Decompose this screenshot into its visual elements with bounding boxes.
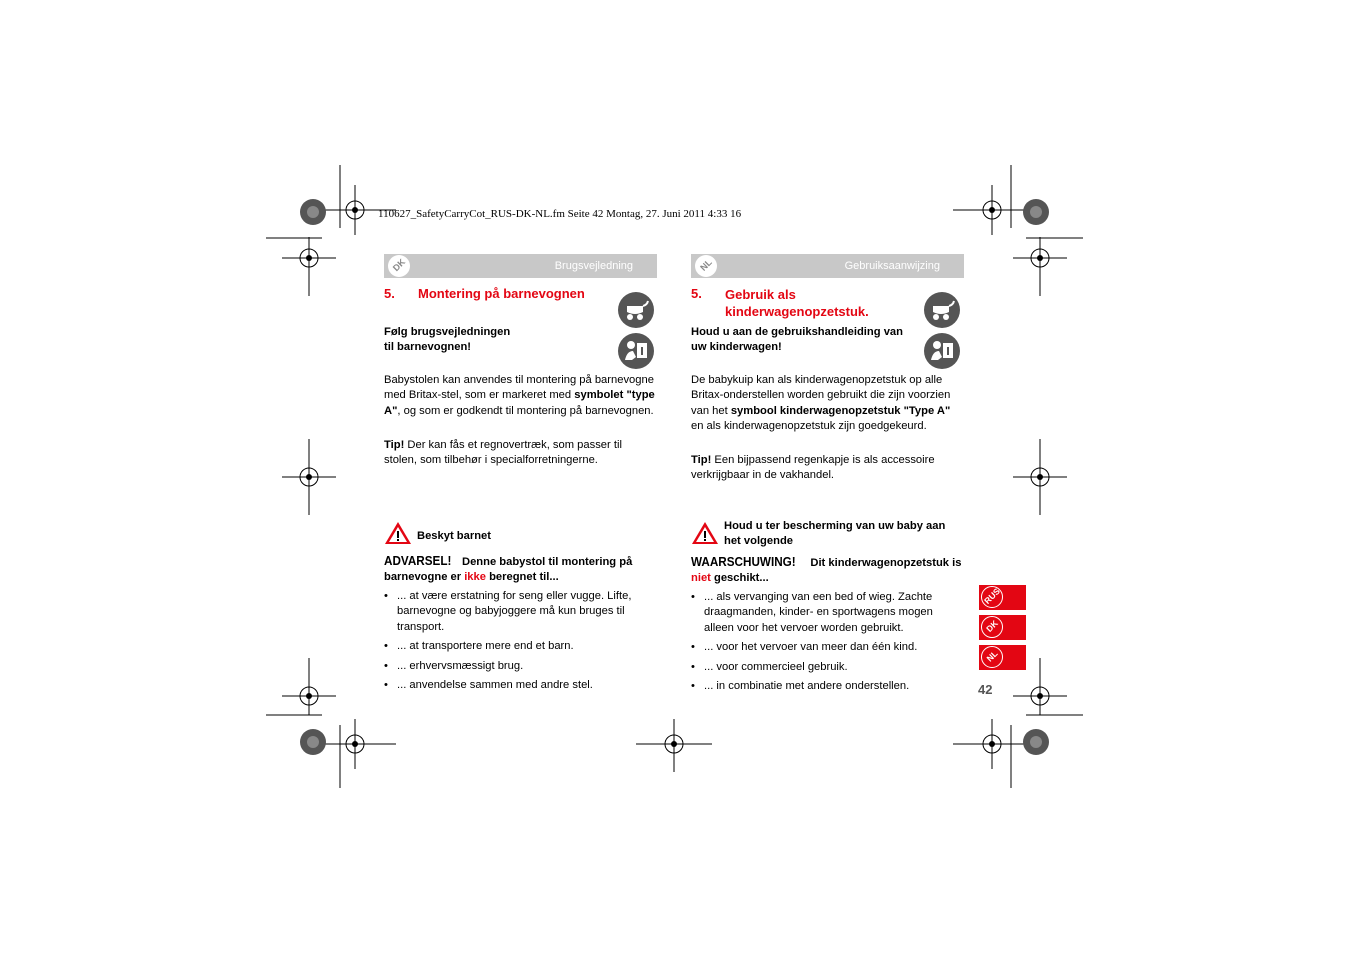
warning-triangle-icon bbox=[691, 521, 719, 545]
left-heading-number: 5. bbox=[384, 286, 395, 301]
left-warning-title: Beskyt barnet bbox=[417, 530, 491, 542]
list-item: • ... voor commercieel gebruik. bbox=[691, 660, 965, 675]
right-tip: Tip! Een bijpassend regenkapje is als accessoire verkrijgbaar in de vakhandel. bbox=[691, 454, 935, 482]
left-header-bar bbox=[384, 254, 657, 278]
left-header-label: Brugsvejledning bbox=[554, 260, 633, 272]
read-manual-icon bbox=[924, 333, 960, 369]
list-item: • ... at være erstatning for seng eller vugge. Lifte, barnevogne og babyjoggere må kun bruges til transport. bbox=[384, 589, 656, 635]
right-heading-number: 5. bbox=[691, 286, 702, 301]
lang-badge-dk: DK bbox=[388, 255, 410, 277]
side-tab-dk: DK bbox=[979, 615, 1026, 640]
list-item: • ... erhvervsmæssigt brug. bbox=[384, 659, 656, 674]
pram-icon bbox=[924, 292, 960, 328]
right-waarschuwing: WAARSCHUWING! Dit kinderwagenopzetstuk is niet geschikt... bbox=[691, 554, 962, 585]
left-tip: Tip! Der kan fås et regnovertræk, som passer til stolen, som tilbehør i specialforretningerne. bbox=[384, 439, 622, 467]
list-item: • ... at transportere mere end et barn. bbox=[384, 639, 656, 654]
left-advarsel: ADVARSEL! Denne babystol til montering på barnevogne er ikke beregnet til... bbox=[384, 553, 633, 584]
right-header-label: Gebruiksaanwijzing bbox=[844, 260, 940, 272]
file-meta-line: 110627_SafetyCarryCot_RUS-DK-NL.fm Seite 42 Montag, 27. Juni 2011 4:33 16 bbox=[378, 208, 742, 220]
right-bullet-list bbox=[691, 590, 965, 698]
left-heading: Montering på barnevognen bbox=[418, 286, 585, 301]
left-bullet-list bbox=[384, 589, 656, 697]
side-tab-nl: NL bbox=[979, 645, 1026, 670]
right-header-bar bbox=[691, 254, 964, 278]
list-item: • ... in combinatie met andere onderstellen. bbox=[691, 679, 965, 694]
pram-icon bbox=[618, 292, 654, 328]
list-item: • ... als vervanging van een bed of wieg. Zachte draagmanden, kinder- en sportwagens mogen alleen voor het vervoer worden gebruikt. bbox=[691, 590, 965, 636]
list-item: • ... voor het vervoer van meer dan één kind. bbox=[691, 640, 965, 655]
list-item: • ... anvendelse sammen med andre stel. bbox=[384, 678, 656, 693]
lang-badge-nl: NL bbox=[695, 255, 717, 277]
left-paragraph: Babystolen kan anvendes til montering på barnevogne med Britax-stel, som er markeret med symbolet "type A", og som er godkendt til montering på barnevognen. bbox=[384, 374, 655, 417]
right-follow-manual: Houd u aan de gebruikshandleiding van uw kinderwagen! bbox=[691, 326, 903, 354]
warning-triangle-icon bbox=[384, 521, 412, 545]
left-follow-manual: Følg brugsvejledningen til barnevognen! bbox=[384, 326, 511, 354]
side-tab-rus: RUS bbox=[979, 585, 1026, 610]
right-paragraph: De babykuip kan als kinderwagenopzetstuk op alle Britax-onderstellen worden gebruikt die zijn voorzien van het symbool kinderwagenopzetstuk "Type A" en als kinderwagenopzetstuk zijn goedgekeurd. bbox=[691, 374, 951, 433]
right-warning-title: Houd u ter bescherming van uw baby aan het volgende bbox=[724, 520, 946, 548]
read-manual-icon bbox=[618, 333, 654, 369]
right-heading: Gebruik als kinderwagenopzetstuk. bbox=[725, 287, 869, 319]
page-number: 42 bbox=[978, 682, 993, 697]
